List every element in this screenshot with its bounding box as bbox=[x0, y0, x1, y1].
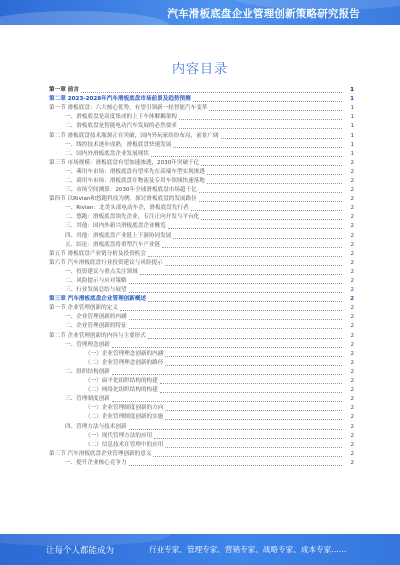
table-of-contents bbox=[49, 86, 354, 468]
toc-page-number: 2 bbox=[350, 323, 354, 330]
toc-leader-dots bbox=[148, 297, 342, 302]
toc-leader-dots bbox=[129, 315, 342, 320]
toc-entry-text: 二、国内外滑板底盘企业发展现状 bbox=[65, 150, 149, 157]
toc-page-number: 2 bbox=[350, 250, 354, 257]
toc-page-number: 2 bbox=[350, 232, 354, 239]
toc-leader-dots bbox=[221, 134, 342, 139]
toc-entry-text: 一、乘用车市场：滑板底盘有望率先在高端车型实现渗透 bbox=[65, 168, 205, 175]
toc-entry[interactable] bbox=[49, 250, 354, 259]
toc-entry[interactable] bbox=[49, 295, 354, 304]
toc-entry-text: （一）企业管理制度创新的方向 bbox=[85, 405, 164, 412]
toc-entry-text: 第二节 滑板底盘技术瓶颈正在突破，国内外玩家纷纷布局，前景广阔 bbox=[49, 132, 219, 139]
toc-entry[interactable] bbox=[49, 341, 354, 350]
toc-leader-dots bbox=[129, 461, 342, 466]
toc-leader-dots bbox=[165, 352, 342, 357]
toc-leader-dots bbox=[120, 306, 342, 311]
toc-leader-dots bbox=[201, 161, 342, 166]
toc-entry[interactable] bbox=[49, 277, 354, 286]
toc-page-number: 2 bbox=[350, 359, 354, 366]
toc-page-number: 1 bbox=[350, 105, 354, 112]
toc-page-number: 2 bbox=[350, 223, 354, 230]
toc-entry-text: 第六节 汽车滑板底盘行业投资建议与风险提示 bbox=[49, 259, 163, 266]
toc-page-number: 2 bbox=[350, 268, 354, 275]
toc-entry-text: （一）现代管理方法的应用 bbox=[85, 432, 153, 439]
toc-entry[interactable] bbox=[49, 86, 354, 95]
toc-entry-text: （一）企业管理理念创新的内涵 bbox=[85, 350, 164, 357]
toc-leader-dots bbox=[81, 88, 342, 93]
toc-leader-dots bbox=[207, 179, 342, 184]
toc-entry[interactable] bbox=[49, 177, 354, 186]
toc-entry[interactable] bbox=[49, 104, 354, 113]
toc-leader-dots bbox=[173, 234, 342, 239]
toc-entry[interactable] bbox=[49, 204, 354, 213]
toc-entry-text: 一、提升企业核心竞争力 bbox=[65, 459, 127, 466]
toc-entry[interactable] bbox=[49, 368, 354, 377]
toc-page-number: 1 bbox=[350, 123, 354, 130]
toc-page-number: 2 bbox=[350, 341, 354, 348]
toc-leader-dots bbox=[140, 270, 342, 275]
toc-page-number: 2 bbox=[350, 168, 354, 175]
toc-leader-dots bbox=[209, 106, 342, 111]
footer-roles: 行业专家、管理专家、营销专家、战略专家、成本专家…… bbox=[149, 545, 347, 554]
toc-leader-dots bbox=[199, 197, 342, 202]
toc-entry[interactable] bbox=[49, 322, 354, 331]
toc-page-number: 1 bbox=[350, 87, 354, 94]
toc-page-number: 2 bbox=[350, 450, 354, 457]
toc-page-number: 1 bbox=[350, 96, 354, 103]
toc-page-number: 2 bbox=[350, 259, 354, 266]
toc-entry-text: 二、企业管理创新的特征 bbox=[65, 323, 127, 330]
toc-entry[interactable] bbox=[49, 150, 354, 159]
toc-page-number: 1 bbox=[350, 141, 354, 148]
toc-entry[interactable] bbox=[49, 113, 354, 122]
toc-leader-dots bbox=[160, 388, 342, 393]
toc-page-number: 2 bbox=[350, 196, 354, 203]
toc-entry-text: （二）企业管理理念创新的路径 bbox=[85, 359, 164, 366]
toc-leader-dots bbox=[153, 452, 342, 457]
toc-entry[interactable] bbox=[49, 332, 354, 341]
toc-leader-dots bbox=[112, 397, 342, 402]
toc-leader-dots bbox=[112, 343, 342, 348]
toc-entry[interactable] bbox=[49, 95, 354, 104]
toc-entry[interactable] bbox=[49, 259, 354, 268]
toc-page-number: 1 bbox=[350, 114, 354, 121]
toc-leader-dots bbox=[193, 97, 342, 102]
report-title: 汽车滑板底盘企业管理创新策略研究报告 bbox=[167, 8, 360, 20]
toc-entry-text: 一、滑板底盘是高度集成的上下车体解耦架构 bbox=[65, 114, 177, 121]
toc-leader-dots bbox=[148, 252, 342, 257]
toc-entry[interactable] bbox=[49, 141, 354, 150]
toc-page-number: 1 bbox=[350, 132, 354, 139]
toc-entry[interactable] bbox=[49, 195, 354, 204]
toc-page-number: 2 bbox=[350, 350, 354, 357]
toc-entry[interactable] bbox=[49, 422, 354, 431]
toc-entry-text: 第一章 前言 bbox=[49, 87, 79, 94]
toc-leader-dots bbox=[165, 406, 342, 411]
toc-leader-dots bbox=[154, 434, 342, 439]
toc-entry[interactable] bbox=[49, 286, 354, 295]
toc-page-number: 2 bbox=[350, 459, 354, 466]
toc-entry[interactable] bbox=[49, 413, 354, 422]
toc-entry[interactable] bbox=[49, 395, 354, 404]
toc-entry-text: （一）扁平化组织结构的构建 bbox=[85, 378, 158, 385]
toc-entry-text: 第五节 滑板底盘产业链分析及投资机会 bbox=[49, 250, 146, 257]
toc-page-number: 2 bbox=[350, 378, 354, 385]
toc-leader-dots bbox=[179, 124, 342, 129]
toc-entry-text: （二）信息技术在管理中的应用 bbox=[85, 441, 164, 448]
toc-page-number: 2 bbox=[350, 368, 354, 375]
toc-entry[interactable] bbox=[49, 313, 354, 322]
toc-leader-dots bbox=[199, 188, 342, 193]
toc-entry[interactable] bbox=[49, 232, 354, 241]
toc-entry[interactable] bbox=[49, 441, 354, 450]
toc-entry-text: 一、企业管理创新的内涵 bbox=[65, 314, 127, 321]
toc-leader-dots bbox=[129, 425, 342, 430]
toc-page-number: 2 bbox=[350, 423, 354, 430]
toc-leader-dots bbox=[201, 215, 342, 220]
toc-entry-text: 第一节 企业管理创新的定义 bbox=[49, 305, 118, 312]
toc-entry-text: 三、管理制度创新 bbox=[65, 396, 110, 403]
toc-entry[interactable] bbox=[49, 222, 354, 231]
toc-leader-dots bbox=[165, 415, 342, 420]
toc-leader-dots bbox=[165, 361, 342, 366]
toc-entry-text: 一、Rivian：北美头部电动车企，滑板底盘先行者 bbox=[65, 205, 189, 212]
toc-page-number: 2 bbox=[350, 205, 354, 212]
toc-entry-text: 第一节 滑板底盘：六大核心优势，有望引领新一轮智能汽车变革 bbox=[49, 105, 208, 112]
toc-leader-dots bbox=[151, 152, 342, 157]
toc-entry[interactable] bbox=[49, 131, 354, 140]
toc-page-number: 2 bbox=[350, 241, 354, 248]
toc-page-number: 2 bbox=[350, 305, 354, 312]
toc-page-number: 2 bbox=[350, 405, 354, 412]
toc-leader-dots bbox=[129, 288, 342, 293]
toc-page-number: 1 bbox=[350, 150, 354, 157]
toc-leader-dots bbox=[168, 224, 342, 229]
footer-banner bbox=[0, 534, 400, 565]
toc-leader-dots bbox=[160, 379, 342, 384]
toc-leader-dots bbox=[191, 206, 342, 211]
toc-page-number: 2 bbox=[350, 214, 354, 221]
footer-slogan: 让每个人都能成为 bbox=[46, 546, 115, 556]
toc-entry[interactable] bbox=[49, 213, 354, 222]
toc-page-number: 2 bbox=[350, 296, 354, 303]
toc-entry-text: 四、其他：滑板底盘产业链上下游协同发展 bbox=[65, 232, 172, 239]
toc-entry-text: 二、滑板底盘是智能电动汽车发展的必然要求 bbox=[65, 123, 177, 130]
toc-entry-text: 第三节 汽车滑板底盘企业管理创新的意义 bbox=[49, 450, 152, 457]
toc-page-number: 2 bbox=[350, 441, 354, 448]
toc-entry-text: 二、组织结构创新 bbox=[65, 368, 110, 375]
toc-page-number: 2 bbox=[350, 387, 354, 394]
toc-entry-text: 第二章 2023-2028年汽车滑板底盘市场前景及趋势预测 bbox=[49, 96, 191, 103]
toc-leader-dots bbox=[179, 115, 342, 120]
toc-page-number: 2 bbox=[350, 177, 354, 184]
toc-entry-text: 三、市场空间测算：2030年全球滑板底盘市场超千亿 bbox=[65, 187, 197, 194]
toc-entry-text: 四、管理方法与技术创新 bbox=[65, 423, 127, 430]
toc-entry[interactable] bbox=[49, 168, 354, 177]
toc-leader-dots bbox=[129, 279, 342, 284]
toc-entry-text: 三、行业发展总结与展望 bbox=[65, 287, 127, 294]
toc-leader-dots bbox=[162, 243, 342, 248]
toc-entry[interactable] bbox=[49, 459, 354, 468]
toc-leader-dots bbox=[165, 443, 342, 448]
toc-page-number: 2 bbox=[350, 332, 354, 339]
toc-entry-text: 二、风险提示与应对策略 bbox=[65, 278, 127, 285]
toc-page-number: 2 bbox=[350, 159, 354, 166]
toc-entry[interactable] bbox=[49, 432, 354, 441]
toc-entry-text: 第四节 以Rivian和悠跑科技为例，探讨滑板底盘的发展路径 bbox=[49, 196, 197, 203]
toc-entry[interactable] bbox=[49, 350, 354, 359]
toc-entry-text: 一、管理理念创新 bbox=[65, 341, 110, 348]
toc-leader-dots bbox=[173, 143, 342, 148]
toc-entry[interactable] bbox=[49, 268, 354, 277]
toc-entry[interactable] bbox=[49, 386, 354, 395]
toc-entry-text: 第三节 市场规模：滑板底盘有望加速渗透，2030年突破千亿 bbox=[49, 159, 200, 166]
toc-leader-dots bbox=[112, 370, 342, 375]
toc-entry[interactable] bbox=[49, 159, 354, 168]
toc-leader-dots bbox=[129, 324, 342, 329]
toc-entry[interactable] bbox=[49, 122, 354, 131]
toc-entry-text: 三、其他：国内外新兴滑板底盘企业概览 bbox=[65, 223, 166, 230]
toc-leader-dots bbox=[148, 334, 342, 339]
header-swoosh-decoration bbox=[0, 11, 170, 25]
toc-entry-text: 一、投资建议与重点关注领域 bbox=[65, 268, 138, 275]
toc-entry-text: 第三章 汽车滑板底盘企业管理创新概述 bbox=[49, 296, 147, 303]
toc-page-number: 2 bbox=[350, 287, 354, 294]
toc-entry[interactable] bbox=[49, 404, 354, 413]
toc-entry[interactable] bbox=[49, 359, 354, 368]
toc-entry-text: 一、线控技术逐步成熟，滑板底盘快速发展 bbox=[65, 141, 172, 148]
toc-page-number: 2 bbox=[350, 396, 354, 403]
toc-entry-text: 第二节 企业管理创新的内容与主要形式 bbox=[49, 332, 146, 339]
toc-entry-text: （二）网络化组织结构的构建 bbox=[85, 387, 158, 394]
toc-entry[interactable] bbox=[49, 377, 354, 386]
toc-heading: 内容目录 bbox=[171, 62, 228, 77]
header-banner bbox=[0, 0, 400, 25]
toc-entry[interactable] bbox=[49, 450, 354, 459]
toc-leader-dots bbox=[165, 261, 342, 266]
toc-entry[interactable] bbox=[49, 241, 354, 250]
toc-page-number: 2 bbox=[350, 414, 354, 421]
toc-page-number: 2 bbox=[350, 278, 354, 285]
toc-page-number: 2 bbox=[350, 314, 354, 321]
toc-entry-text: 五、结论：滑板底盘将重塑汽车产业链 bbox=[65, 241, 161, 248]
toc-page-number: 2 bbox=[350, 432, 354, 439]
toc-entry[interactable] bbox=[49, 186, 354, 195]
toc-leader-dots bbox=[207, 170, 342, 175]
toc-entry-text: （二）企业管理制度创新的实施 bbox=[85, 414, 164, 421]
toc-page-number: 2 bbox=[350, 187, 354, 194]
toc-entry-text: 二、悠跑：滑板底盘领先企业，专注正向开发与平台化 bbox=[65, 214, 200, 221]
toc-entry[interactable] bbox=[49, 304, 354, 313]
toc-entry-text: 二、商用车市场：滑板底盘在物流及专用车领域快速落地 bbox=[65, 177, 205, 184]
